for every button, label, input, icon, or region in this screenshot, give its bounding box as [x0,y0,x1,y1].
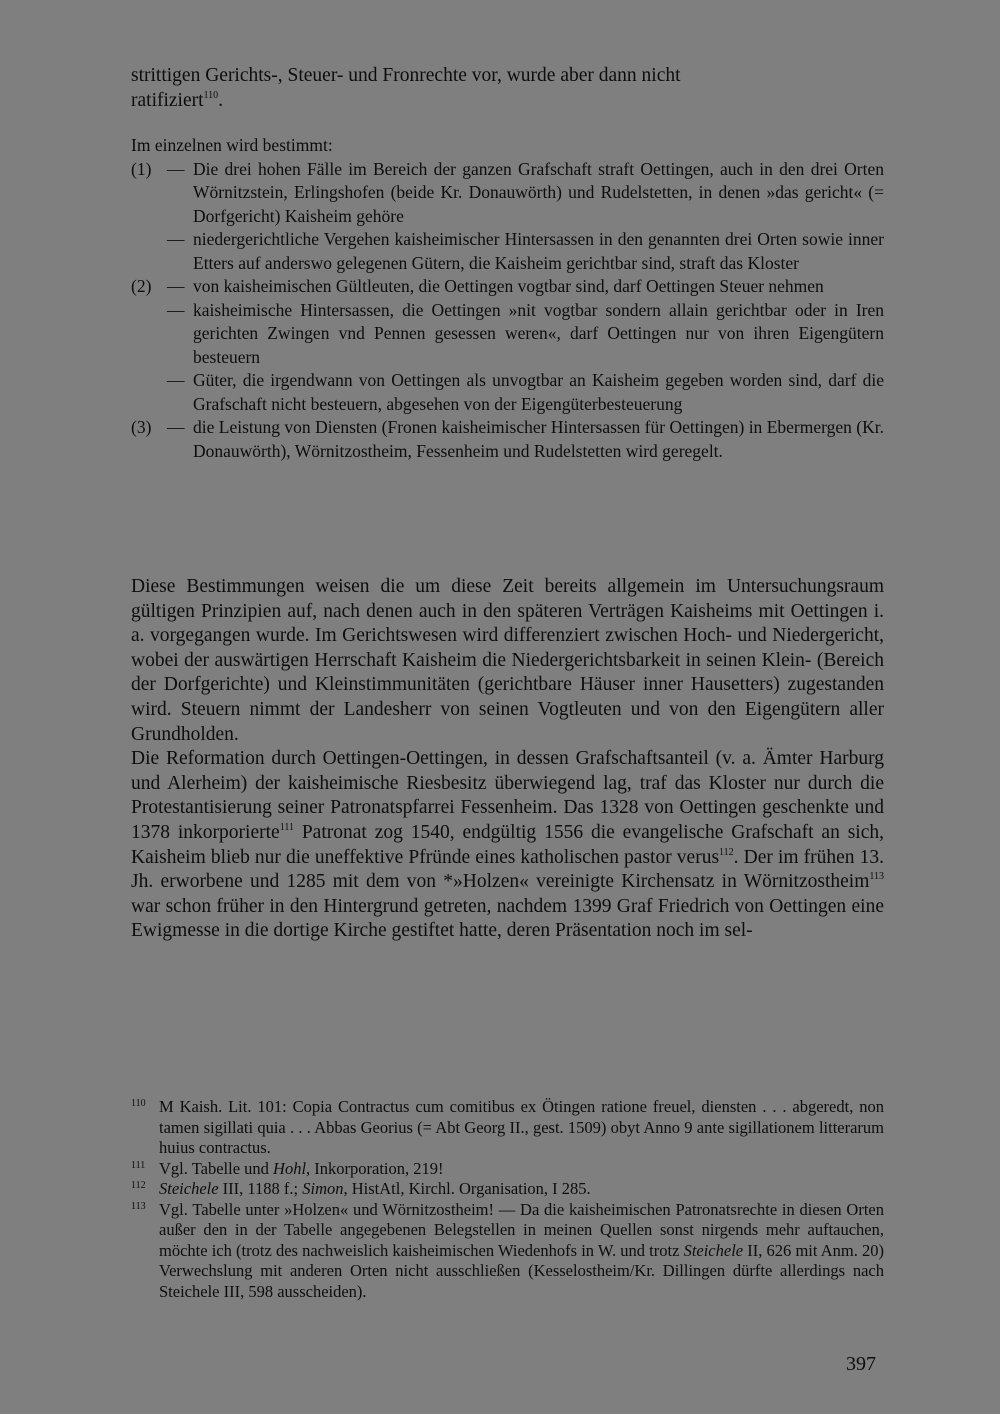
provision-number: (2) [131,276,152,296]
footnote-number: 113 [131,1200,146,1212]
provision-item [131,158,884,229]
top-line-2: ratifiziert$^{110}$. [131,89,224,111]
footnote-number: 110 [131,1098,146,1109]
provision-item [131,299,884,370]
provision-number: (1) [131,158,152,179]
provisions-intro: Im einzelnen wird bestimmt: [131,135,333,155]
provision-dash: — [167,276,185,296]
footnote-text: M Kaish. Lit. 101: Copia Contractus cum comitibus ex Ötingen ratione freuel, diensten . . . abgeredt, non tamen sigillati quia . . . Abbas Georius (= Abt Georg II., gest. 1509) obyt Anno 9 ante sigillationem litterarum huius contractus. [159,1097,884,1157]
main-body [131,575,884,944]
footnote-number: 112 [131,1180,146,1191]
footnote-113: 113 Vgl. Tabelle unter »Holzen« und Wörnitzostheim! — Da die kaisheimischen Patronatsrechte in diesen Orten außer den in der Tabelle angegebenen Belegstellen in meinen Quellen sonst nirgends mehr auftauchen, möchte ich (trotz des nachweislich kaisheimischen Wiedenhofs in W. und trotz Steichele II, 626 mit Anm. 20) Verwechslung mit anderen Orten nicht ausschließen (Kesselostheim/Kr. Dillingen dürfte allerdings nach Steichele III, 598 ausscheiden). [131,1199,884,1301]
provision-dash: — [167,229,185,249]
provision-item [131,228,884,275]
body-paragraph-1: Diese Bestimmungen weisen die um diese Zeit bereits allgemein im Untersuchungsraum gültigen Prinzipien auf, nach denen auch in den späteren Verträgen Kaisheims mit Oettingen i. a. vorgegangen wurde. Im Gerichtswesen wird differenziert zwischen Hoch- und Niedergericht, wobei der auswärtigen Herrschaft Kaisheim die Niedergerichtsbarkeit in seinen Klein- (Bereich der Dorfgerichte) und Kleinstimmunitäten (gerichtbare Häuser inner Hausetters) zugestanden wird. Steuern nimmt der Landesherr von seinen Vogtleuten und von den Eigengütern aller Grundholden. [131,576,884,745]
provision-text: von kaisheimischen Gültleuten, die Oettingen vogtbar sind, darf Oettingen Steuer nehmen [193,276,824,296]
footnote-ref-111: 111 [279,821,294,833]
footnote-ref-113: 113 [869,871,884,883]
footnote-110 [131,1097,884,1159]
body-paragraph-2: Die Reformation durch Oettingen-Oettingen, in dessen Grafschaftsanteil (v. a. Ämter Harburg und Alerheim) der kaisheimische Riesbesitz überwiegend lag, traf das Kloster nur durch die Protestantisierung seiner Patronatspfarrei Fessenheim. Das 1328 von Oettingen geschenkte und 1378 inkorporierte$^{111}$ Patronat zog 1540, endgültig 1556 die evangelische Grafschaft an sich, Kaisheim blieb nur die uneffektive Pfründe eines katholischen pastor verus$^{112}$. Der im frühen 13. Jh. erworbene und 1285 mit dem von *»Holzen« vereinigte Kirchensatz in Wörnitzostheim$^{113}$ war schon früher in den Hintergrund getreten, nachdem 1399 Graf Friedrich von Oettingen eine Ewigmesse in die dortige Kirche gestiftet hatte, deren Präsentation noch im sel- [131,748,885,942]
author-name: Steichele [683,1240,744,1260]
provision-dash: — [167,370,185,390]
footnote-number: 111 [131,1159,146,1171]
footnotes [131,1097,884,1302]
footnote-112: 112 Steichele III, 1188 f.; Simon, HistAtl, Kirchl. Organisation, I 285. [131,1179,591,1198]
provision-text: kaisheimische Hintersassen, die Oettingen »nit vogtbar sondern allain gerichtbar oder in Iren gerichten Zwingen vnd Pennen gesessen weren«, darf Oettingen nur von ihren Eigengütern besteuern [193,299,884,367]
top-line-1: strittigen Gerichts-, Steuer- und Fronrechte vor, wurde aber dann nicht [131,65,681,86]
provision-number: (3) [131,417,152,437]
author-name: Simon [302,1179,344,1198]
provision-item [131,275,884,299]
provision-text: niedergerichtliche Vergehen kaisheimischer Hintersassen in den genannten drei Orten sowie inner Etters auf anderswo gelegenen Gütern, die Kaisheim gerichtbar sind, straft das Kloster [193,229,884,273]
footnote-111: 111 Vgl. Tabelle und Hohl, Inkorporation, 219! [131,1158,444,1178]
provision-dash: — [167,158,185,179]
author-name: Hohl [273,1158,307,1178]
provisions-list [131,134,884,463]
top-paragraph [131,64,884,113]
provision-text: die Leistung von Diensten (Fronen kaisheimischer Hintersassen für Oettingen) in Ebermergen (Kr. Donauwörth), Wörnitzostheim, Fessenheim und Rudelstetten wird geregelt. [193,417,884,461]
page-number: 397 [846,1353,876,1375]
provision-item [131,416,884,463]
provision-dash: — [167,299,185,320]
provision-text: Güter, die irgendwann von Oettingen als unvogtbar an Kaisheim gegeben worden sind, darf die Grafschaft nicht besteuern, abgesehen von der Eigengüterbesteuerung [193,370,884,414]
footnote-ref-112: 112 [719,846,734,858]
provision-text: Die drei hohen Fälle im Bereich der ganzen Grafschaft straft Oettingen, auch in den drei Orten Wörnitzstein, Erlingshofen (beide Kr. Donauwörth) und Rudelstetten, in denen »das gericht« (= Dorfgericht) Kaisheim gehöre [193,158,884,226]
footnote-ref-110: 110 [203,89,219,101]
author-name: Steichele [159,1179,219,1198]
provision-item [131,369,884,416]
provision-dash: — [167,417,185,437]
